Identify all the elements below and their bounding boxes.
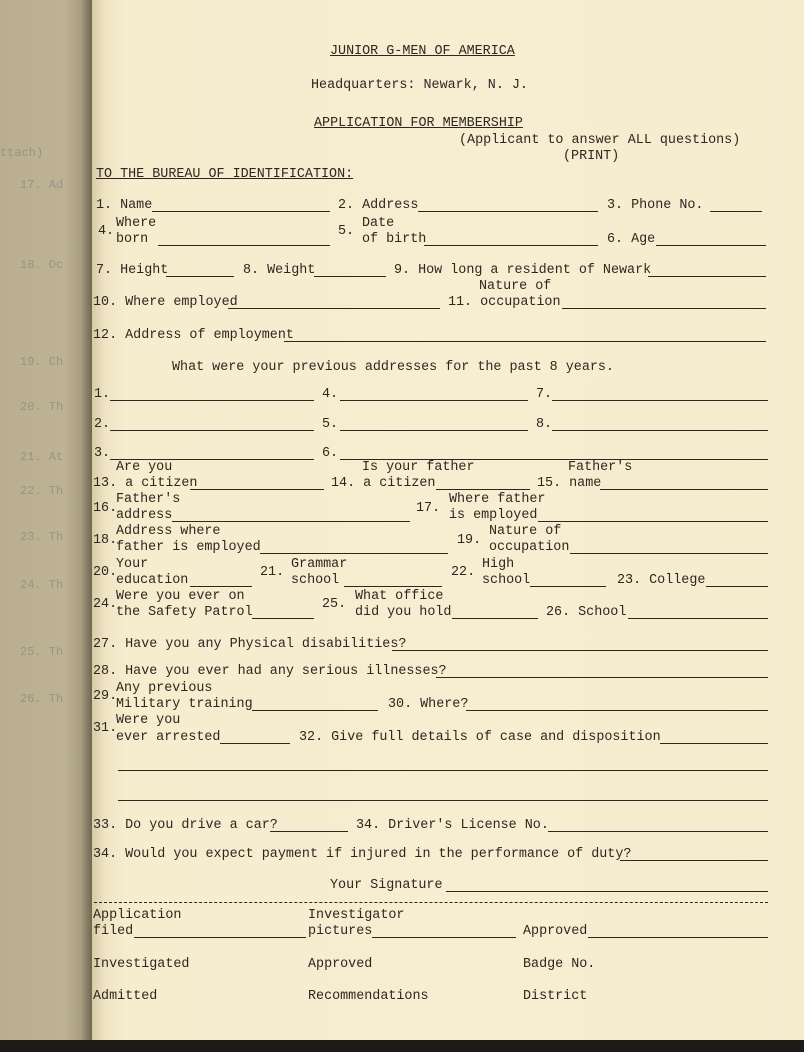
page-bottom-edge bbox=[0, 1040, 804, 1052]
headquarters: Headquarters: Newark, N. J. bbox=[311, 78, 528, 93]
office-held-field[interactable] bbox=[452, 618, 538, 619]
label-16-num: 16. bbox=[93, 501, 118, 516]
ghost-text: 18. Oc bbox=[20, 258, 64, 272]
father-work-address-field[interactable] bbox=[260, 553, 448, 554]
label-high-school: school bbox=[482, 573, 531, 588]
ghost-text: 24. Th bbox=[20, 578, 64, 592]
ghost-text: 20. Th bbox=[20, 400, 64, 414]
height-field[interactable] bbox=[166, 276, 234, 277]
label-22-num: 22. bbox=[451, 565, 476, 580]
phone-field[interactable] bbox=[710, 211, 762, 212]
prev-address-1-field[interactable] bbox=[110, 400, 314, 401]
label-father-is-employed: father is employed bbox=[116, 540, 261, 555]
label-father-occupation: occupation bbox=[489, 540, 570, 555]
address-field[interactable] bbox=[418, 211, 598, 212]
label-drive-car: 33. Do you drive a car? bbox=[93, 818, 278, 833]
illnesses-field[interactable] bbox=[436, 677, 768, 678]
drive-car-field[interactable] bbox=[270, 831, 348, 832]
label-school: 26. School bbox=[546, 605, 627, 620]
label-date: Date bbox=[362, 216, 395, 231]
label-district: District bbox=[523, 989, 588, 1004]
label-grammar: Grammar bbox=[291, 557, 348, 572]
label-born: born bbox=[116, 232, 149, 247]
label-office-held: did you hold bbox=[355, 605, 452, 620]
label-were-you-ever-on: Were you ever on bbox=[116, 589, 245, 604]
prev-address-7-field[interactable] bbox=[552, 400, 768, 401]
investigator-pictures-field[interactable] bbox=[372, 937, 516, 938]
ghost-text: 23. Th bbox=[20, 530, 64, 544]
label-injury-payment: 34. Would you expect payment if injured in the performance of duty? bbox=[93, 847, 632, 862]
label-college: 23. College bbox=[617, 573, 706, 588]
approved-field[interactable] bbox=[588, 937, 768, 938]
label-address-where: Address where bbox=[116, 524, 221, 539]
label-any-previous: Any previous bbox=[116, 681, 213, 696]
label-father-employed: is employed bbox=[449, 508, 538, 523]
left-facing-page bbox=[0, 0, 92, 1040]
high-school-field[interactable] bbox=[530, 586, 606, 587]
ghost-text: 25. Th bbox=[20, 645, 64, 659]
military-where-field[interactable] bbox=[466, 710, 768, 711]
prev-label-7: 7. bbox=[536, 387, 553, 402]
label-18-num: 18. bbox=[93, 533, 118, 548]
label-illnesses: 28. Have you ever had any serious illnesses? bbox=[93, 664, 447, 679]
label-investigated: Investigated bbox=[93, 957, 190, 972]
label-high: High bbox=[482, 557, 515, 572]
ghost-text: 21. At bbox=[20, 450, 64, 464]
label-4-num: 4. bbox=[98, 224, 115, 239]
age-field[interactable] bbox=[656, 245, 766, 246]
print-instruction: (PRINT) bbox=[563, 149, 620, 164]
label-father-address: address bbox=[116, 508, 173, 523]
prev-label-1: 1. bbox=[94, 387, 111, 402]
label-21-num: 21. bbox=[260, 565, 285, 580]
application-form-page bbox=[92, 0, 804, 1040]
ghost-text: 17. Ad bbox=[20, 178, 64, 192]
prev-address-5-field[interactable] bbox=[340, 430, 528, 431]
label-24-num: 24. bbox=[93, 597, 118, 612]
label-father-citizen: 14. a citizen bbox=[331, 476, 436, 491]
label-approved-1: Approved bbox=[523, 924, 588, 939]
father-employer-field[interactable] bbox=[538, 521, 768, 522]
label-height: 7. Height bbox=[96, 263, 169, 278]
prev-label-5: 5. bbox=[322, 417, 339, 432]
signature-field[interactable] bbox=[446, 891, 768, 892]
office-use-divider bbox=[94, 902, 768, 903]
label-case-details: 32. Give full details of case and disposition bbox=[299, 730, 661, 745]
addressee: TO THE BUREAU OF IDENTIFICATION: bbox=[96, 167, 354, 182]
label-occupation: 11. occupation bbox=[448, 295, 561, 310]
label-father-name: 15. name bbox=[537, 476, 602, 491]
form-title: APPLICATION FOR MEMBERSHIP bbox=[314, 116, 523, 131]
father-citizen-field[interactable] bbox=[436, 489, 530, 490]
label-where: Where bbox=[116, 216, 157, 231]
prev-label-4: 4. bbox=[322, 387, 339, 402]
label-residence: 9. How long a resident of Newark bbox=[394, 263, 652, 278]
birthplace-field[interactable] bbox=[158, 245, 330, 246]
weight-field[interactable] bbox=[314, 276, 386, 277]
label-5-num: 5. bbox=[338, 224, 355, 239]
disabilities-field[interactable] bbox=[392, 650, 768, 651]
label-education: education bbox=[116, 573, 189, 588]
prev-address-4-field[interactable] bbox=[340, 400, 528, 401]
label-approved-2: Approved bbox=[308, 957, 373, 972]
label-were-you: Were you bbox=[116, 713, 181, 728]
label-recommendations: Recommendations bbox=[308, 989, 429, 1004]
label-20-num: 20. bbox=[93, 565, 118, 580]
injury-payment-field[interactable] bbox=[620, 860, 768, 861]
label-signature: Your Signature bbox=[330, 878, 443, 893]
label-fathers: Father's bbox=[568, 460, 633, 475]
ghost-text: 19. Ch bbox=[20, 355, 64, 369]
label-safety-patrol: the Safety Patrol bbox=[116, 605, 253, 620]
previous-addresses-heading: What were your previous addresses for the past 8 years. bbox=[172, 360, 614, 375]
label-29-num: 29. bbox=[93, 689, 118, 704]
label-where-father: Where father bbox=[449, 492, 546, 507]
label-admitted: Admitted bbox=[93, 989, 158, 1004]
grammar-school-field[interactable] bbox=[344, 586, 442, 587]
occupation-field[interactable] bbox=[562, 308, 766, 309]
military-training-field[interactable] bbox=[252, 710, 378, 711]
org-title: JUNIOR G-MEN OF AMERICA bbox=[330, 44, 515, 59]
label-disabilities: 27. Have you any Physical disabilities? bbox=[93, 637, 407, 652]
license-field[interactable] bbox=[548, 831, 768, 832]
birth-date-field[interactable] bbox=[424, 245, 598, 246]
label-your: Your bbox=[116, 557, 149, 572]
case-details-line-3[interactable] bbox=[118, 800, 768, 801]
prev-label-6: 6. bbox=[322, 446, 339, 461]
label-nature-of: Nature of bbox=[479, 279, 552, 294]
label-pictures: pictures bbox=[308, 924, 373, 939]
prev-address-2-field[interactable] bbox=[110, 430, 314, 431]
label-weight: 8. Weight bbox=[243, 263, 316, 278]
label-phone: 3. Phone No. bbox=[607, 198, 704, 213]
father-occupation-field[interactable] bbox=[570, 553, 768, 554]
label-31-num: 31. bbox=[93, 721, 118, 736]
father-address-field[interactable] bbox=[172, 521, 410, 522]
prev-label-8: 8. bbox=[536, 417, 553, 432]
label-nature-of-2: Nature of bbox=[489, 524, 562, 539]
label-25-num: 25. bbox=[322, 597, 347, 612]
father-name-field[interactable] bbox=[600, 489, 768, 490]
employer-field[interactable] bbox=[228, 308, 440, 309]
label-ever-arrested: ever arrested bbox=[116, 730, 221, 745]
label-father-citizen-q: Is your father bbox=[362, 460, 475, 475]
label-grammar-school: school bbox=[291, 573, 340, 588]
label-are-you: Are you bbox=[116, 460, 173, 475]
citizen-field[interactable] bbox=[190, 489, 324, 490]
label-filed: filed bbox=[93, 924, 134, 939]
ghost-text: ttach) bbox=[0, 146, 44, 160]
application-filed-field[interactable] bbox=[134, 937, 306, 938]
education-field[interactable] bbox=[190, 586, 252, 587]
prev-label-2: 2. bbox=[94, 417, 111, 432]
case-details-field[interactable] bbox=[660, 743, 768, 744]
label-military-training: Military training bbox=[116, 697, 253, 712]
employment-address-field[interactable] bbox=[284, 341, 766, 342]
instructions: (Applicant to answer ALL questions) bbox=[459, 133, 741, 148]
label-badge: Badge No. bbox=[523, 957, 596, 972]
label-what-office: What office bbox=[355, 589, 444, 604]
label-application: Application bbox=[93, 908, 182, 923]
label-where-employed: 10. Where employed bbox=[93, 295, 238, 310]
label-age: 6. Age bbox=[607, 232, 656, 247]
prev-address-8-field[interactable] bbox=[552, 430, 768, 431]
label-fathers-2: Father's bbox=[116, 492, 181, 507]
school-field[interactable] bbox=[628, 618, 768, 619]
residence-duration-field[interactable] bbox=[648, 276, 766, 277]
prev-label-3: 3. bbox=[94, 446, 111, 461]
case-details-line-2[interactable] bbox=[118, 770, 768, 771]
ghost-text: 26. Th bbox=[20, 692, 64, 706]
label-address: 2. Address bbox=[338, 198, 419, 213]
label-19-num: 19. bbox=[457, 533, 482, 548]
arrested-field[interactable] bbox=[220, 743, 290, 744]
label-name: 1. Name bbox=[96, 198, 153, 213]
label-where: 30. Where? bbox=[388, 697, 469, 712]
label-citizen: 13. a citizen bbox=[93, 476, 198, 491]
college-field[interactable] bbox=[706, 586, 768, 587]
label-investigator: Investigator bbox=[308, 908, 405, 923]
label-17-num: 17. bbox=[416, 501, 441, 516]
label-license: 34. Driver's License No. bbox=[356, 818, 549, 833]
label-birth-date: of birth bbox=[362, 232, 427, 247]
ghost-text: 22. Th bbox=[20, 484, 64, 498]
name-field[interactable] bbox=[152, 211, 330, 212]
safety-patrol-field[interactable] bbox=[252, 618, 314, 619]
label-employment-address: 12. Address of employment bbox=[93, 328, 294, 343]
